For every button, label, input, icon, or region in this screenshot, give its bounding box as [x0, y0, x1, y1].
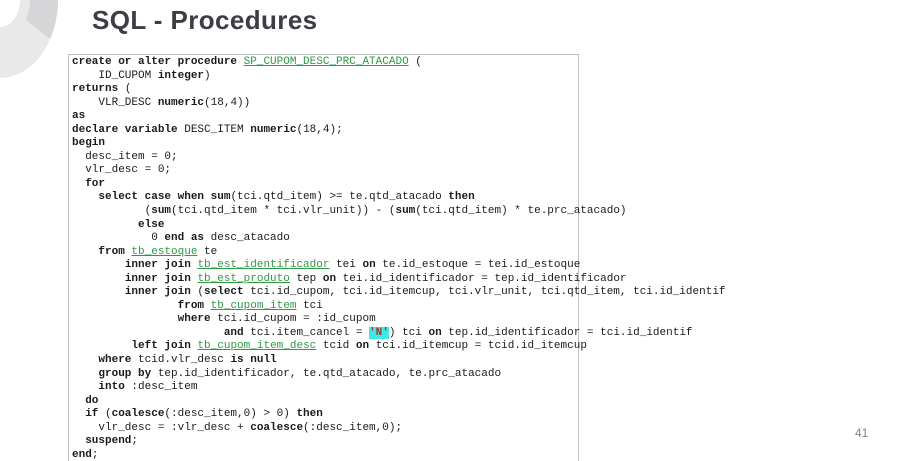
code-table-link: tb_est_identificador: [197, 259, 330, 272]
code-keyword: coalesce: [111, 408, 165, 421]
code-text: tci.id_cupom, tci.id_itemcup, tci.vlr_unit, tci.qtd_item, tci.id_identif: [243, 286, 726, 299]
code-keyword: is null: [230, 354, 277, 367]
code-text: VLR_DESC: [72, 96, 158, 109]
code-text: (tci.qtd_item) * te.prc_atacado): [415, 205, 627, 218]
code-line: [72, 449, 726, 461]
code-text: (18,4)): [204, 96, 251, 109]
code-keyword: end as: [164, 232, 205, 245]
code-keyword: for: [85, 177, 106, 190]
code-table-link: SP_CUPOM_DESC_PRC_ATACADO: [243, 56, 409, 68]
code-text: tep.id_identificador = tci.id_identif: [441, 326, 693, 339]
code-keyword: where: [177, 313, 211, 326]
code-line: [72, 70, 726, 84]
code-table-link: tb_cupom_item_desc: [197, 340, 317, 353]
code-text: tci.id_itemcup = tcid.id_itemcup: [369, 340, 587, 353]
code-text: 0: [72, 232, 165, 245]
code-keyword: left join: [131, 340, 191, 353]
code-text: (: [98, 408, 112, 421]
code-text: tci.id_cupom = :id_cupom: [210, 313, 376, 326]
code-text: [72, 408, 85, 420]
code-line: [72, 97, 726, 111]
code-keyword: sum: [151, 205, 172, 218]
code-line: [72, 164, 726, 178]
code-text: [72, 246, 98, 258]
code-keyword: select: [204, 286, 244, 299]
code-keyword: declare variable: [72, 123, 178, 136]
code-keyword: then: [296, 408, 323, 421]
code-text: tei: [329, 259, 363, 272]
code-text: :desc_item: [124, 381, 198, 394]
code-text: [72, 300, 178, 312]
page-number: 41: [855, 426, 869, 440]
code-line: [72, 408, 726, 422]
code-text: [72, 327, 224, 339]
code-text: (tci.qtd_item) >= te.qtd_atacado: [230, 191, 449, 204]
code-line: [72, 110, 726, 124]
code-line: [72, 137, 726, 151]
code-text: [72, 354, 98, 366]
code-text: tci: [296, 299, 323, 312]
code-keyword: if: [85, 408, 99, 421]
code-text: [72, 286, 125, 298]
code-text: desc_item = 0;: [72, 150, 178, 163]
code-text: (18,4);: [296, 123, 343, 136]
code-keyword: from: [98, 245, 125, 258]
code-line: [72, 422, 726, 436]
code-line: [72, 340, 726, 354]
code-line: [72, 124, 726, 138]
code-text: DESC_ITEM: [177, 123, 251, 136]
code-line: [72, 327, 726, 341]
code-text: [204, 300, 211, 312]
code-keyword: end: [72, 448, 92, 461]
code-text: tcid: [316, 340, 356, 353]
code-text: [72, 259, 125, 271]
code-keyword: returns: [72, 83, 119, 96]
code-text: ) tci: [388, 326, 429, 339]
code-text: (: [72, 205, 152, 218]
code-line: [72, 56, 726, 70]
code-keyword: on: [362, 259, 376, 272]
code-keyword: group by: [98, 367, 152, 380]
code-text: [72, 340, 131, 352]
code-keyword: suspend: [85, 435, 132, 448]
code-keyword: and: [223, 326, 244, 339]
code-text: (: [118, 83, 132, 96]
code-keyword: numeric: [157, 96, 205, 109]
code-keyword: into: [98, 381, 125, 394]
code-keyword: sum: [395, 205, 416, 218]
code-line: [72, 313, 726, 327]
code-text: desc_atacado: [204, 232, 290, 245]
code-text: te: [197, 245, 218, 258]
code-keyword: else: [138, 218, 165, 231]
code-text: tcid.vlr_desc: [131, 354, 231, 367]
code-keyword: on: [428, 326, 442, 339]
code-keyword: create or alter procedure: [72, 56, 244, 68]
code-text: vlr_desc = :vlr_desc +: [72, 421, 251, 434]
code-line: [72, 300, 726, 314]
code-keyword: do: [85, 394, 99, 407]
code-line: [72, 395, 726, 409]
code-text: [72, 219, 138, 231]
code-text: [72, 273, 125, 285]
code-text: [72, 313, 178, 325]
code-text: [72, 178, 85, 190]
code-text: tep: [289, 272, 323, 285]
code-keyword: from: [177, 299, 205, 312]
code-line: [72, 151, 726, 165]
code-text: ): [204, 69, 211, 82]
code-text: [72, 191, 98, 203]
code-text: [72, 381, 98, 393]
code-keyword: inner join: [124, 272, 191, 285]
code-keyword: select case when sum: [98, 191, 231, 204]
code-text: ID_CUPOM: [72, 69, 158, 82]
code-keyword: where: [98, 354, 132, 367]
code-text: tei.id_identificador = tep.id_identificador: [336, 272, 627, 285]
slide-title: SQL - Procedures: [92, 5, 318, 35]
code-table-link: tb_estoque: [131, 245, 198, 258]
code-line: [72, 259, 726, 273]
code-table-link: tb_est_produto: [197, 272, 290, 285]
code-line: [72, 83, 726, 97]
code-text: (: [408, 56, 422, 68]
code-line: [72, 435, 726, 449]
code-text: [72, 435, 85, 447]
code-line: [72, 191, 726, 205]
code-text: (:desc_item,0);: [303, 421, 403, 434]
code-keyword: as: [72, 110, 86, 123]
code-keyword: begin: [72, 137, 106, 150]
code-line: [72, 273, 726, 287]
code-table-link: tb_cupom_item: [210, 299, 297, 312]
code-text: (: [190, 286, 205, 299]
code-line: [72, 178, 726, 192]
code-line: [72, 205, 726, 219]
code-text: ;: [131, 435, 139, 448]
sql-code-block: [72, 56, 726, 461]
code-keyword: inner join: [124, 259, 191, 272]
code-keyword: integer: [157, 69, 205, 82]
code-line: [72, 368, 726, 382]
code-keyword: coalesce: [250, 421, 304, 434]
code-text: te.id_estoque = tei.id_estoque: [375, 259, 581, 272]
code-text: (tci.qtd_item * tci.vlr_unit)) - (: [171, 205, 396, 218]
code-line: [72, 246, 726, 260]
code-line: [72, 232, 726, 246]
code-text: [72, 395, 85, 407]
code-keyword: on: [355, 340, 370, 353]
code-text: vlr_desc = 0;: [72, 164, 172, 177]
code-highlight: 'N': [369, 326, 389, 339]
code-text: tep.id_identificador, te.qtd_atacado, te.prc_atacado: [151, 367, 502, 380]
code-keyword: on: [322, 272, 337, 285]
code-text: ;: [91, 448, 99, 461]
code-text: [72, 368, 98, 380]
code-line: [72, 354, 726, 368]
code-keyword: inner join: [124, 286, 191, 299]
code-keyword: numeric: [250, 123, 297, 136]
code-line: [72, 381, 726, 395]
code-text: (:desc_item,0) > 0): [164, 408, 297, 421]
code-line: [72, 286, 726, 300]
code-text: tci.item_cancel =: [243, 326, 370, 339]
code-line: [72, 219, 726, 233]
code-keyword: then: [448, 191, 475, 204]
